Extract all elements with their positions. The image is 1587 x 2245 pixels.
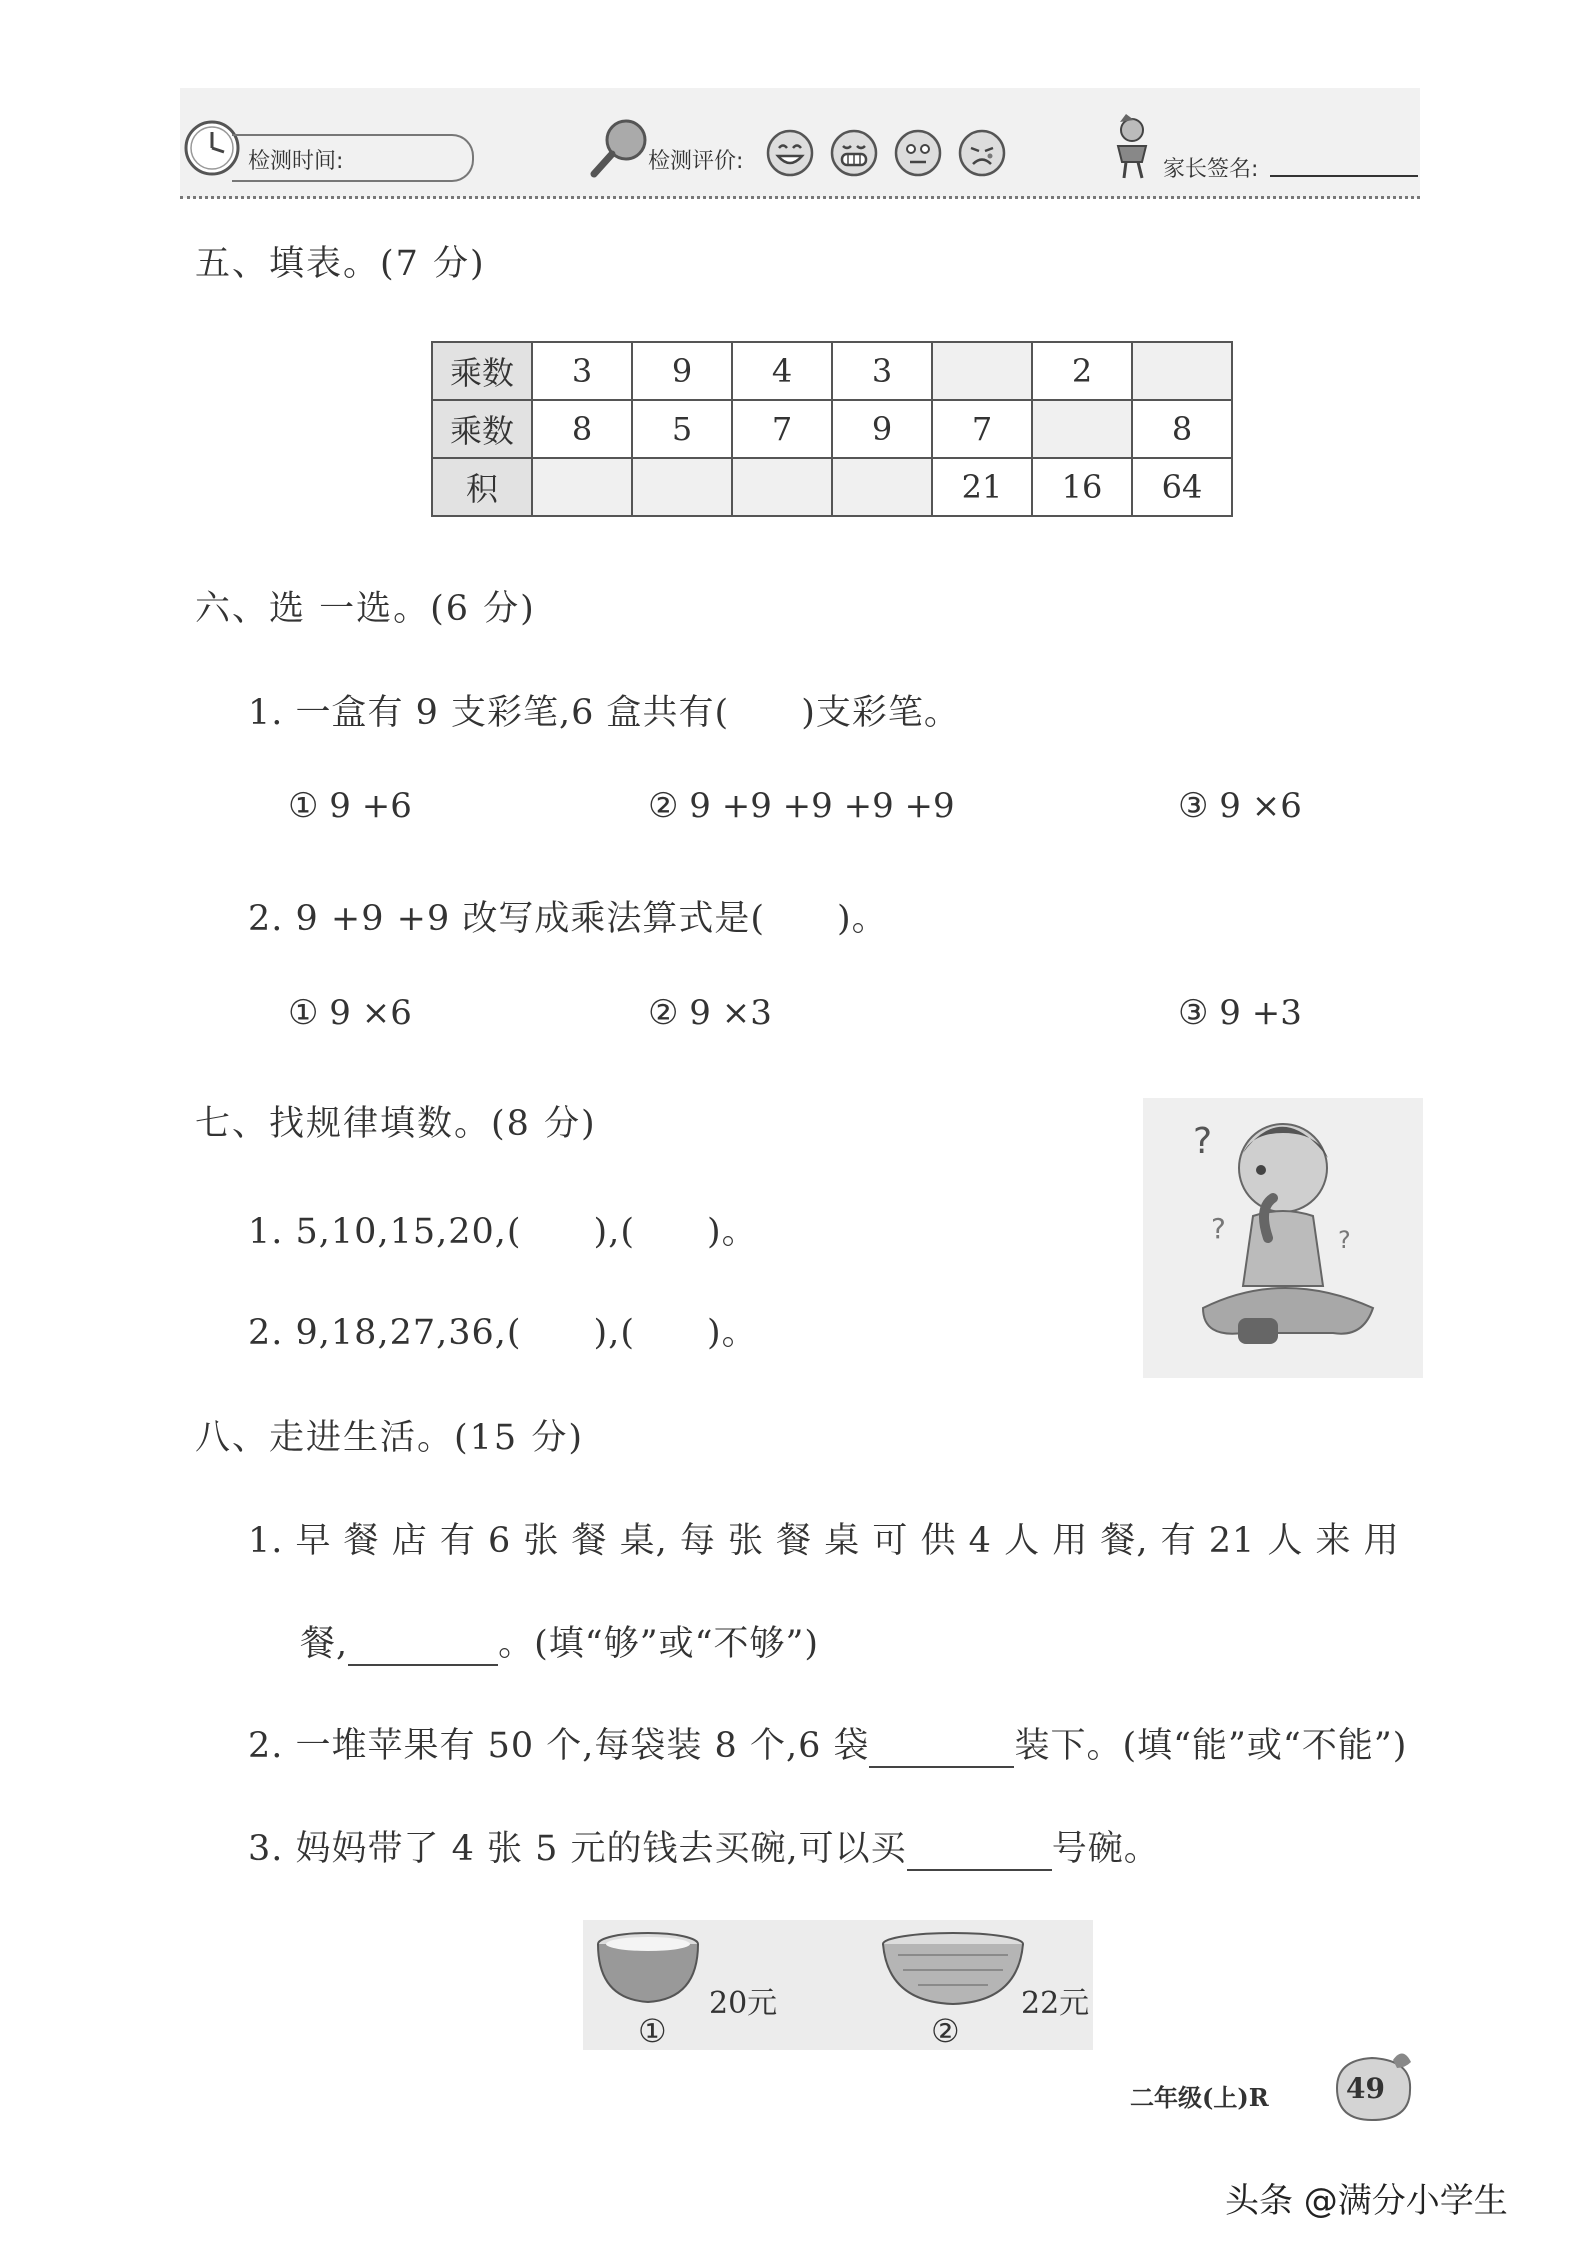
glass-bowl-icon — [878, 1930, 1028, 2010]
option-6-2-c[interactable]: ③ 9 +3 — [1178, 993, 1302, 1033]
grin-face-icon[interactable] — [829, 128, 879, 178]
table-cell: 乘数 — [432, 342, 532, 400]
question-6-1: 1. 一盒有 9 支彩笔,6 盒共有( )支彩笔。 — [248, 693, 960, 733]
table-answer-cell[interactable] — [832, 458, 932, 516]
question-7-2: 2. 9,18,27,36,( ),( )。 — [248, 1313, 758, 1353]
thinking-boy-illustration — [1143, 1098, 1423, 1378]
option-6-1-c[interactable]: ③ 9 ×6 — [1178, 786, 1302, 826]
question-8-2-prefix: 2. 一堆苹果有 50 个,每袋装 8 个,6 袋 — [248, 1726, 870, 1766]
table-cell: 8 — [1132, 400, 1232, 458]
bowl1-number[interactable]: ① — [638, 2012, 667, 2050]
table-cell: 8 — [532, 400, 632, 458]
option-6-2-b[interactable]: ② 9 ×3 — [648, 993, 772, 1033]
table-cell: 积 — [432, 458, 532, 516]
option-6-1-a[interactable]: ① 9 +6 — [288, 786, 412, 826]
answer-blank-8-1[interactable] — [348, 1632, 498, 1666]
answer-blank-8-2[interactable] — [869, 1734, 1014, 1768]
svg-text:?: ? — [1338, 1226, 1351, 1254]
answer-blank-8-3[interactable] — [907, 1837, 1052, 1871]
table-cell: 4 — [732, 342, 832, 400]
table-row — [432, 458, 1232, 516]
section7-title: 七、找规律填数。(8 分) — [195, 1104, 597, 1144]
table-answer-cell[interactable] — [532, 458, 632, 516]
question-8-3-prefix: 3. 妈妈带了 4 张 5 元的钱去买碗,可以买 — [248, 1829, 907, 1869]
question-7-1: 1. 5,10,15,20,( ),( )。 — [248, 1212, 758, 1252]
neutral-face-icon[interactable] — [893, 128, 943, 178]
parent-signature-label: 家长签名: — [1163, 157, 1259, 182]
grade-label: 二年级(上)R — [1130, 2083, 1269, 2112]
svg-text:?: ? — [1193, 1121, 1213, 1162]
table-cell: 3 — [832, 342, 932, 400]
table-row — [432, 400, 1232, 458]
table-cell: 16 — [1032, 458, 1132, 516]
smile-face-icon[interactable] — [765, 128, 815, 178]
table-cell: 64 — [1132, 458, 1232, 516]
eval-label: 检测评价: — [648, 149, 744, 174]
bowl2-price: 22元 — [1021, 1986, 1090, 2021]
section6-title: 六、选 一选。(6 分) — [195, 589, 536, 629]
time-label: 检测时间: — [248, 149, 344, 174]
table-cell: 3 — [532, 342, 632, 400]
question-8-1-line1: 1. 早 餐 店 有 6 张 餐 桌, 每 张 餐 桌 可 供 4 人 用 餐, 有 21 人 来 用 — [248, 1521, 1400, 1561]
option-6-2-a[interactable]: ① 9 ×6 — [288, 993, 412, 1033]
option-6-1-b[interactable]: ② 9 +9 +9 +9 +9 — [648, 786, 955, 826]
bowls-illustration — [583, 1920, 1093, 2050]
section5-title: 五、填表。(7 分) — [195, 244, 486, 284]
parent-signature-field[interactable] — [1270, 175, 1418, 177]
table-answer-cell[interactable] — [932, 342, 1032, 400]
table-cell: 5 — [632, 400, 732, 458]
question-8-1-line2 — [300, 1616, 819, 1666]
table-cell: 7 — [932, 400, 1032, 458]
table-row — [432, 342, 1232, 400]
steel-bowl-icon — [593, 1930, 703, 2010]
page-number: 49 — [1346, 2072, 1385, 2105]
sad-face-icon[interactable] — [957, 128, 1007, 178]
table-answer-cell[interactable] — [632, 458, 732, 516]
table-answer-cell[interactable] — [1132, 342, 1232, 400]
question-8-1-prefix: 餐, — [300, 1624, 349, 1664]
question-6-2: 2. 9 +9 +9 改写成乘法算式是( )。 — [248, 899, 888, 939]
question-8-3-suffix: 号碗。 — [1051, 1829, 1160, 1869]
table-answer-cell[interactable] — [1032, 400, 1132, 458]
bowl2-number[interactable]: ② — [931, 2012, 960, 2050]
question-8-3 — [248, 1821, 1160, 1871]
svg-text:?: ? — [1211, 1212, 1226, 1245]
table-cell: 7 — [732, 400, 832, 458]
question-8-2 — [248, 1718, 1407, 1768]
header-divider — [180, 196, 1420, 199]
question-8-2-suffix: 装下。(填“能”或“不能”) — [1014, 1726, 1408, 1766]
fill-table — [431, 341, 1233, 517]
table-cell: 9 — [632, 342, 732, 400]
watermark: 头条 @满分小学生 — [1225, 2181, 1508, 2221]
section8-title: 八、走进生活。(15 分) — [195, 1418, 584, 1458]
magnifier-icon — [588, 116, 650, 180]
table-cell: 9 — [832, 400, 932, 458]
table-cell: 2 — [1032, 342, 1132, 400]
bowl1-price: 20元 — [709, 1986, 778, 2021]
table-cell: 21 — [932, 458, 1032, 516]
child-figure-icon — [1110, 112, 1160, 180]
question-8-1-suffix: 。(填“够”或“不够”) — [498, 1624, 820, 1664]
table-cell: 乘数 — [432, 400, 532, 458]
table-answer-cell[interactable] — [732, 458, 832, 516]
